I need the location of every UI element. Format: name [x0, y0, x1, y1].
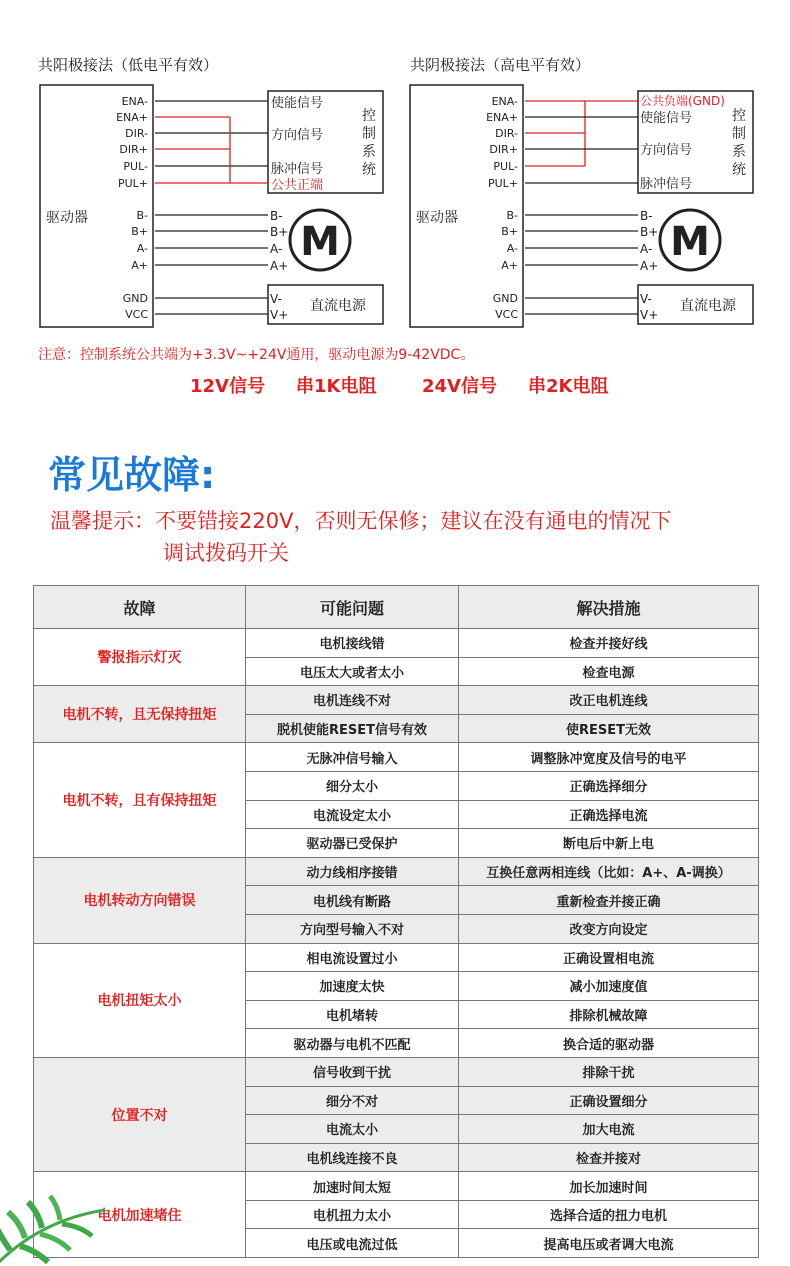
pin-label: GND: [122, 292, 148, 305]
solution-cell: 检查电源: [459, 657, 759, 686]
control-system-char: 系: [362, 144, 376, 160]
solution-cell: 改正电机连线: [459, 686, 759, 715]
table-row: [34, 943, 759, 972]
pin-label: ENA-: [121, 95, 148, 108]
control-label: 公共正端: [271, 178, 324, 193]
control-system-char: 制: [362, 126, 376, 142]
leaf-icon: [0, 1180, 110, 1266]
control-label: 脉冲信号: [640, 177, 693, 192]
pin-label: PUL+: [487, 177, 518, 190]
left-wiring-diagram: [0, 80, 395, 332]
control-system-char: 统: [732, 162, 746, 178]
resistor-note-2k: 串2K电阻: [528, 376, 609, 397]
table-row: [34, 629, 759, 658]
control-label: 使能信号: [271, 96, 324, 111]
pin-label: ENA-: [491, 95, 518, 108]
table-row: [34, 686, 759, 715]
power-pin-label: V+: [270, 308, 289, 322]
driver-label: 驱动器: [416, 210, 458, 226]
solution-cell: 加长加速时间: [459, 1172, 759, 1201]
table-row: [34, 857, 759, 886]
pin-label: GND: [492, 292, 518, 305]
solution-cell: 正确设置相电流: [459, 943, 759, 972]
problem-cell: 电机接线错: [246, 629, 459, 658]
table-row: [34, 743, 759, 772]
power-pin-label: V+: [640, 308, 659, 322]
pin-label: PUL-: [123, 160, 148, 173]
driver-label: 驱动器: [46, 210, 88, 226]
solution-cell: 使RESET无效: [459, 714, 759, 743]
power-pin-label: V-: [640, 292, 652, 306]
faults-table-body: [34, 629, 759, 1258]
problem-cell: 驱动器与电机不匹配: [246, 1029, 459, 1058]
problem-cell: 电流太小: [246, 1115, 459, 1144]
power-label: 直流电源: [310, 298, 366, 314]
fault-cell: 电机扭矩太小: [34, 943, 246, 1057]
resistor-note-12v: 12V信号: [190, 376, 265, 397]
problem-cell: 电机线有断路: [246, 886, 459, 915]
pin-label: B+: [501, 225, 518, 238]
fault-cell: 电机不转，且有保持扭矩: [34, 743, 246, 857]
solution-cell: 互换任意两相连线（比如：A+、A-调换）: [459, 857, 759, 886]
control-system-char: 统: [362, 162, 376, 178]
fault-cell: 电机转动方向错误: [34, 857, 246, 943]
solution-cell: 正确设置细分: [459, 1086, 759, 1115]
control-system-char: 控: [732, 108, 746, 124]
header-problem: 可能问题: [246, 586, 459, 629]
solution-cell: 重新检查并接正确: [459, 886, 759, 915]
control-label: 脉冲信号: [271, 162, 324, 177]
pin-label: ENA+: [116, 111, 148, 124]
pin-label: DIR+: [489, 143, 518, 156]
pin-label: A+: [131, 259, 148, 272]
motor-letter: M: [670, 219, 710, 265]
problem-cell: 相电流设置过小: [246, 943, 459, 972]
power-pin-label: V-: [270, 292, 282, 306]
table-row: [34, 1172, 759, 1201]
resistor-note-24v: 24V信号: [422, 376, 497, 397]
pin-label: PUL-: [493, 160, 518, 173]
solution-cell: 减小加速度值: [459, 972, 759, 1001]
fault-cell: 电机不转，且无保持扭矩: [34, 686, 246, 743]
problem-cell: 电机扭力太小: [246, 1200, 459, 1229]
problem-cell: 细分不对: [246, 1086, 459, 1115]
fault-cell: 位置不对: [34, 1057, 246, 1171]
control-system-char: 系: [732, 144, 746, 160]
pin-label: DIR+: [119, 143, 148, 156]
motor-pin-label: B-: [270, 209, 283, 223]
pin-label: VCC: [125, 308, 148, 321]
power-note: 注意：控制系统公共端为+3.3V~+24V通用，驱动电源为9-42VDC。: [38, 347, 475, 363]
control-system-char: 制: [732, 126, 746, 142]
problem-cell: 电机连线不对: [246, 686, 459, 715]
motor-pin-label: B+: [270, 225, 289, 239]
control-label: 公共负端(GND): [640, 94, 725, 108]
solution-cell: 检查并接对: [459, 1143, 759, 1172]
resistor-note-1k: 串1K电阻: [296, 376, 377, 397]
control-label: 使能信号: [640, 111, 693, 126]
problem-cell: 驱动器已受保护: [246, 829, 459, 858]
solution-cell: 换合适的驱动器: [459, 1029, 759, 1058]
problem-cell: 电压或电流过低: [246, 1229, 459, 1258]
pin-label: B-: [136, 209, 148, 222]
problem-cell: 方向型号输入不对: [246, 914, 459, 943]
table-row: [34, 1057, 759, 1086]
solution-cell: 调整脉冲宽度及信号的电平: [459, 743, 759, 772]
solution-cell: 排除干扰: [459, 1057, 759, 1086]
solution-cell: 断电后中新上电: [459, 829, 759, 858]
motor-pin-label: B-: [640, 209, 653, 223]
header-solution: 解决措施: [459, 586, 759, 629]
solution-cell: 选择合适的扭力电机: [459, 1200, 759, 1229]
fault-cell: 警报指示灯灭: [34, 629, 246, 686]
solution-cell: 正确选择细分: [459, 771, 759, 800]
tip-line-2: 调试拨码开关: [163, 541, 289, 565]
solution-cell: 加大电流: [459, 1115, 759, 1144]
motor-pin-label: A+: [270, 259, 289, 273]
pin-label: A+: [501, 259, 518, 272]
motor-pin-label: B+: [640, 225, 659, 239]
motor-letter: M: [300, 219, 340, 265]
problem-cell: 加速时间太短: [246, 1172, 459, 1201]
faults-title: 常见故障:: [48, 453, 216, 497]
pin-label: A-: [506, 242, 518, 255]
right-wiring-diagram: [395, 80, 790, 332]
pin-label: B-: [506, 209, 518, 222]
pin-label: DIR-: [125, 127, 148, 140]
problem-cell: 电流设定太小: [246, 800, 459, 829]
pin-label: B+: [131, 225, 148, 238]
table-header-row: [34, 586, 759, 629]
solution-cell: 提高电压或者调大电流: [459, 1229, 759, 1258]
control-system-char: 控: [362, 108, 376, 124]
right-diagram-title: 共阴极接法（高电平有效）: [410, 56, 591, 74]
power-label: 直流电源: [680, 298, 736, 314]
solution-cell: 排除机械故障: [459, 1000, 759, 1029]
tip-line-1: 温馨提示：不要错接220V，否则无保修；建议在没有通电的情况下: [50, 509, 672, 533]
pin-label: DIR-: [495, 127, 518, 140]
motor-pin-label: A-: [270, 242, 283, 256]
problem-cell: 信号收到干扰: [246, 1057, 459, 1086]
problem-cell: 无脉冲信号输入: [246, 743, 459, 772]
problem-cell: 动力线相序接错: [246, 857, 459, 886]
problem-cell: 细分太小: [246, 771, 459, 800]
control-label: 方向信号: [640, 143, 693, 158]
problem-cell: 电压太大或者太小: [246, 657, 459, 686]
pin-label: ENA+: [486, 111, 518, 124]
problem-cell: 电机堵转: [246, 1000, 459, 1029]
solution-cell: 检查并接好线: [459, 629, 759, 658]
left-diagram-title: 共阳极接法（低电平有效）: [38, 56, 219, 74]
motor-pin-label: A+: [640, 259, 659, 273]
pin-label: PUL+: [117, 177, 148, 190]
faults-table: [33, 585, 759, 1258]
problem-cell: 脱机使能RESET信号有效: [246, 714, 459, 743]
problem-cell: 电机线连接不良: [246, 1143, 459, 1172]
problem-cell: 加速度太快: [246, 972, 459, 1001]
pin-label: VCC: [495, 308, 518, 321]
fault-cell: 电机加速堵住: [34, 1172, 246, 1258]
control-label: 方向信号: [271, 128, 324, 143]
solution-cell: 改变方向设定: [459, 914, 759, 943]
pin-label: A-: [136, 242, 148, 255]
motor-pin-label: A-: [640, 242, 653, 256]
header-fault: 故障: [34, 586, 246, 629]
solution-cell: 正确选择电流: [459, 800, 759, 829]
